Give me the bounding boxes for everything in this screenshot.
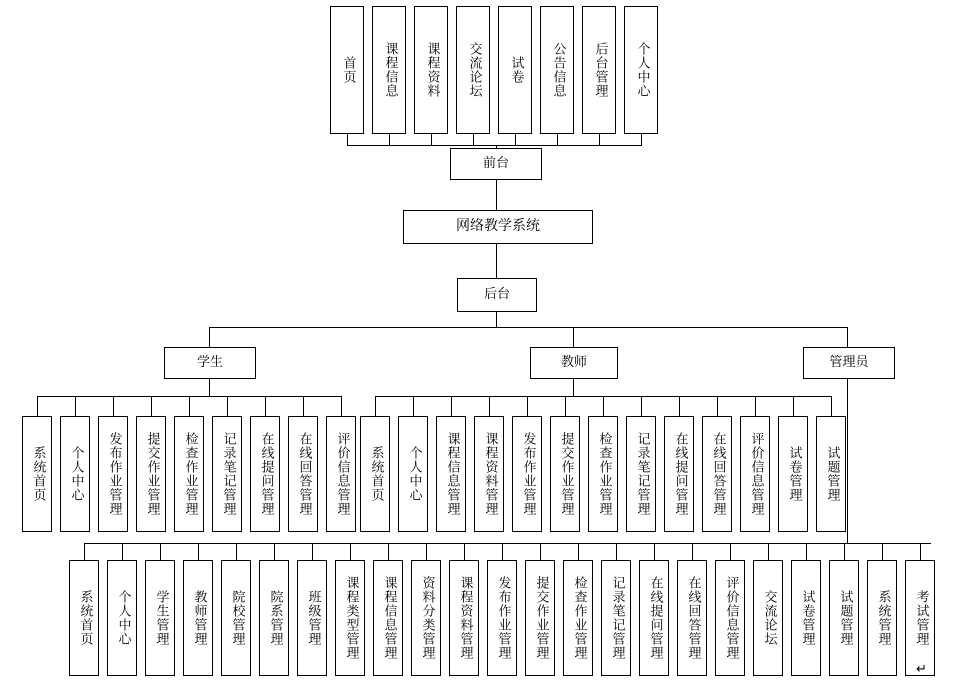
admin-menu-label: 发布作业管理 bbox=[495, 576, 511, 660]
connector bbox=[692, 543, 693, 560]
teacher-menu-item-4[interactable] bbox=[512, 416, 542, 532]
connector bbox=[151, 396, 152, 416]
admin-menu-label: 学生管理 bbox=[153, 590, 169, 646]
connector bbox=[641, 134, 642, 145]
admin-menu-item-8[interactable] bbox=[373, 560, 403, 676]
role-label: 学生 bbox=[196, 354, 223, 370]
admin-menu-item-7[interactable] bbox=[335, 560, 365, 676]
front-menu-item-3[interactable] bbox=[456, 6, 490, 134]
connector bbox=[122, 543, 123, 560]
teacher-menu-item-3[interactable] bbox=[474, 416, 504, 532]
student-menu-item-3[interactable] bbox=[136, 416, 166, 532]
admin-menu-label: 在线提问管理 bbox=[647, 576, 663, 660]
connector bbox=[451, 396, 452, 416]
role-student-node[interactable] bbox=[164, 347, 256, 379]
student-menu-item-1[interactable] bbox=[60, 416, 90, 532]
connector bbox=[84, 543, 85, 560]
connector bbox=[303, 396, 304, 416]
front-menu-item-6[interactable] bbox=[582, 6, 616, 134]
connector bbox=[496, 312, 497, 327]
connector bbox=[496, 180, 497, 210]
connector bbox=[375, 396, 376, 416]
connector bbox=[573, 379, 574, 396]
system-center-node[interactable] bbox=[403, 210, 593, 244]
connector bbox=[573, 327, 574, 347]
teacher-menu-label: 提交作业管理 bbox=[558, 432, 574, 516]
admin-menu-label: 个人中心 bbox=[115, 590, 131, 646]
connector bbox=[426, 543, 427, 560]
connector bbox=[847, 327, 848, 347]
front-menu-label: 公告信息 bbox=[550, 42, 566, 98]
connector bbox=[431, 134, 432, 145]
frontend-node[interactable] bbox=[450, 148, 542, 180]
student-menu-item-6[interactable] bbox=[250, 416, 280, 532]
teacher-menu-label: 评价信息管理 bbox=[748, 432, 764, 516]
teacher-menu-label: 试题管理 bbox=[824, 446, 840, 502]
teacher-menu-label: 个人中心 bbox=[406, 446, 422, 502]
connector bbox=[347, 134, 348, 145]
connector bbox=[113, 396, 114, 416]
admin-menu-label: 课程信息管理 bbox=[381, 576, 397, 660]
teacher-menu-label: 检查作业管理 bbox=[596, 432, 612, 516]
role-label: 教师 bbox=[560, 354, 587, 370]
student-menu-label: 系统首页 bbox=[30, 446, 46, 502]
connector bbox=[831, 396, 832, 416]
connector bbox=[209, 327, 210, 347]
student-menu-item-5[interactable] bbox=[212, 416, 242, 532]
connector bbox=[236, 543, 237, 560]
connector bbox=[578, 543, 579, 560]
admin-menu-item-1[interactable] bbox=[107, 560, 137, 676]
backend-label: 后台 bbox=[483, 286, 510, 302]
teacher-menu-item-12[interactable] bbox=[816, 416, 846, 532]
admin-menu-item-15[interactable] bbox=[639, 560, 669, 676]
teacher-menu-label: 课程信息管理 bbox=[444, 432, 460, 516]
admin-menu-label: 检查作业管理 bbox=[571, 576, 587, 660]
teacher-menu-item-10[interactable] bbox=[740, 416, 770, 532]
admin-menu-label: 教师管理 bbox=[191, 590, 207, 646]
student-menu-item-7[interactable] bbox=[288, 416, 318, 532]
frontend-label: 前台 bbox=[482, 155, 509, 171]
front-menu-item-2[interactable] bbox=[414, 6, 448, 134]
admin-menu-item-14[interactable] bbox=[601, 560, 631, 676]
admin-menu-label: 记录笔记管理 bbox=[609, 576, 625, 660]
teacher-menu-item-11[interactable] bbox=[778, 416, 808, 532]
connector-bus bbox=[347, 145, 642, 146]
connector-bus bbox=[84, 543, 931, 544]
connector bbox=[473, 134, 474, 145]
backend-node[interactable] bbox=[457, 278, 537, 312]
admin-menu-label: 试卷管理 bbox=[799, 590, 815, 646]
connector bbox=[350, 543, 351, 560]
teacher-menu-label: 发布作业管理 bbox=[520, 432, 536, 516]
connector bbox=[489, 396, 490, 416]
admin-menu-label: 系统管理 bbox=[875, 590, 891, 646]
connector bbox=[265, 396, 266, 416]
connector bbox=[654, 543, 655, 560]
connector bbox=[274, 543, 275, 560]
front-menu-label: 后台管理 bbox=[592, 42, 608, 98]
student-menu-label: 评价信息管理 bbox=[334, 432, 350, 516]
connector bbox=[341, 396, 342, 416]
admin-menu-label: 课程资料管理 bbox=[457, 576, 473, 660]
connector bbox=[75, 396, 76, 416]
admin-menu-item-17[interactable] bbox=[715, 560, 745, 676]
role-admin-node[interactable] bbox=[803, 347, 895, 379]
admin-menu-label: 系统首页 bbox=[77, 590, 93, 646]
teacher-menu-item-6[interactable] bbox=[588, 416, 618, 532]
teacher-menu-label: 课程资料管理 bbox=[482, 432, 498, 516]
front-menu-label: 课程信息 bbox=[382, 42, 398, 98]
connector bbox=[847, 379, 848, 543]
admin-menu-item-19[interactable] bbox=[791, 560, 821, 676]
admin-menu-item-12[interactable] bbox=[525, 560, 555, 676]
admin-menu-label: 试题管理 bbox=[837, 590, 853, 646]
student-menu-label: 在线提问管理 bbox=[258, 432, 274, 516]
front-menu-item-4[interactable] bbox=[498, 6, 532, 134]
connector bbox=[388, 543, 389, 560]
admin-menu-label: 交流论坛 bbox=[761, 590, 777, 646]
teacher-menu-label: 试卷管理 bbox=[786, 446, 802, 502]
teacher-menu-item-1[interactable] bbox=[398, 416, 428, 532]
connector bbox=[920, 543, 921, 560]
connector bbox=[312, 543, 313, 560]
connector bbox=[389, 134, 390, 145]
front-menu-label: 交流论坛 bbox=[466, 42, 482, 98]
admin-menu-item-4[interactable] bbox=[221, 560, 251, 676]
admin-menu-item-21[interactable] bbox=[867, 560, 897, 676]
connector bbox=[527, 396, 528, 416]
front-menu-item-0[interactable] bbox=[330, 6, 364, 134]
admin-menu-item-22[interactable] bbox=[905, 560, 935, 676]
admin-menu-item-16[interactable] bbox=[677, 560, 707, 676]
admin-menu-item-2[interactable] bbox=[145, 560, 175, 676]
teacher-menu-item-5[interactable] bbox=[550, 416, 580, 532]
connector bbox=[413, 396, 414, 416]
connector-bus bbox=[209, 327, 847, 328]
admin-menu-item-0[interactable] bbox=[69, 560, 99, 676]
student-menu-label: 记录笔记管理 bbox=[220, 432, 236, 516]
front-menu-item-1[interactable] bbox=[372, 6, 406, 134]
admin-menu-item-9[interactable] bbox=[411, 560, 441, 676]
admin-menu-item-11[interactable] bbox=[487, 560, 517, 676]
connector bbox=[844, 543, 845, 560]
role-label: 管理员 bbox=[829, 354, 869, 370]
connector bbox=[768, 543, 769, 560]
student-menu-item-0[interactable] bbox=[22, 416, 52, 532]
role-teacher-node[interactable] bbox=[530, 347, 618, 379]
connector bbox=[641, 396, 642, 416]
front-menu-label: 个人中心 bbox=[634, 42, 650, 98]
connector bbox=[189, 396, 190, 416]
connector bbox=[496, 244, 497, 278]
admin-menu-label: 提交作业管理 bbox=[533, 576, 549, 660]
student-menu-label: 检查作业管理 bbox=[182, 432, 198, 516]
admin-menu-label: 评价信息管理 bbox=[723, 576, 739, 660]
connector bbox=[464, 543, 465, 560]
student-menu-item-4[interactable] bbox=[174, 416, 204, 532]
connector bbox=[882, 543, 883, 560]
connector bbox=[227, 396, 228, 416]
admin-menu-item-5[interactable] bbox=[259, 560, 289, 676]
admin-menu-item-6[interactable] bbox=[297, 560, 327, 676]
student-menu-label: 个人中心 bbox=[68, 446, 84, 502]
front-menu-label: 首页 bbox=[340, 56, 356, 84]
student-menu-label: 提交作业管理 bbox=[144, 432, 160, 516]
admin-menu-label: 院校管理 bbox=[229, 590, 245, 646]
connector bbox=[603, 396, 604, 416]
front-menu-label: 课程资料 bbox=[424, 42, 440, 98]
carriage-return-icon: ↵ bbox=[916, 662, 927, 677]
admin-menu-label: 班级管理 bbox=[305, 590, 321, 646]
student-menu-item-8[interactable] bbox=[326, 416, 356, 532]
student-menu-item-2[interactable] bbox=[98, 416, 128, 532]
teacher-menu-item-0[interactable] bbox=[360, 416, 390, 532]
admin-menu-item-13[interactable] bbox=[563, 560, 593, 676]
teacher-menu-label: 系统首页 bbox=[368, 446, 384, 502]
teacher-menu-label: 记录笔记管理 bbox=[634, 432, 650, 516]
teacher-menu-label: 在线回答管理 bbox=[710, 432, 726, 516]
front-menu-label: 试卷 bbox=[508, 56, 524, 84]
connector bbox=[209, 379, 210, 396]
connector bbox=[557, 134, 558, 145]
connector bbox=[502, 543, 503, 560]
connector bbox=[37, 396, 38, 416]
admin-menu-label: 在线回答管理 bbox=[685, 576, 701, 660]
teacher-menu-label: 在线提问管理 bbox=[672, 432, 688, 516]
teacher-menu-item-8[interactable] bbox=[664, 416, 694, 532]
connector bbox=[806, 543, 807, 560]
teacher-menu-item-9[interactable] bbox=[702, 416, 732, 532]
connector bbox=[515, 134, 516, 145]
admin-menu-item-20[interactable] bbox=[829, 560, 859, 676]
connector bbox=[717, 396, 718, 416]
connector bbox=[679, 396, 680, 416]
admin-menu-label: 考试管理 bbox=[913, 590, 929, 646]
connector bbox=[565, 396, 566, 416]
teacher-menu-item-2[interactable] bbox=[436, 416, 466, 532]
connector bbox=[198, 543, 199, 560]
admin-menu-label: 资料分类管理 bbox=[419, 576, 435, 660]
connector bbox=[540, 543, 541, 560]
admin-menu-item-18[interactable] bbox=[753, 560, 783, 676]
connector bbox=[755, 396, 756, 416]
front-menu-item-7[interactable] bbox=[624, 6, 658, 134]
student-menu-label: 发布作业管理 bbox=[106, 432, 122, 516]
system-center-label: 网络教学系统 bbox=[456, 218, 540, 235]
connector bbox=[599, 134, 600, 145]
student-menu-label: 在线回答管理 bbox=[296, 432, 312, 516]
front-menu-item-5[interactable] bbox=[540, 6, 574, 134]
connector bbox=[160, 543, 161, 560]
admin-menu-label: 课程类型管理 bbox=[343, 576, 359, 660]
admin-menu-item-3[interactable] bbox=[183, 560, 213, 676]
connector bbox=[730, 543, 731, 560]
connector bbox=[793, 396, 794, 416]
admin-menu-label: 院系管理 bbox=[267, 590, 283, 646]
admin-menu-item-10[interactable] bbox=[449, 560, 479, 676]
connector bbox=[616, 543, 617, 560]
teacher-menu-item-7[interactable] bbox=[626, 416, 656, 532]
